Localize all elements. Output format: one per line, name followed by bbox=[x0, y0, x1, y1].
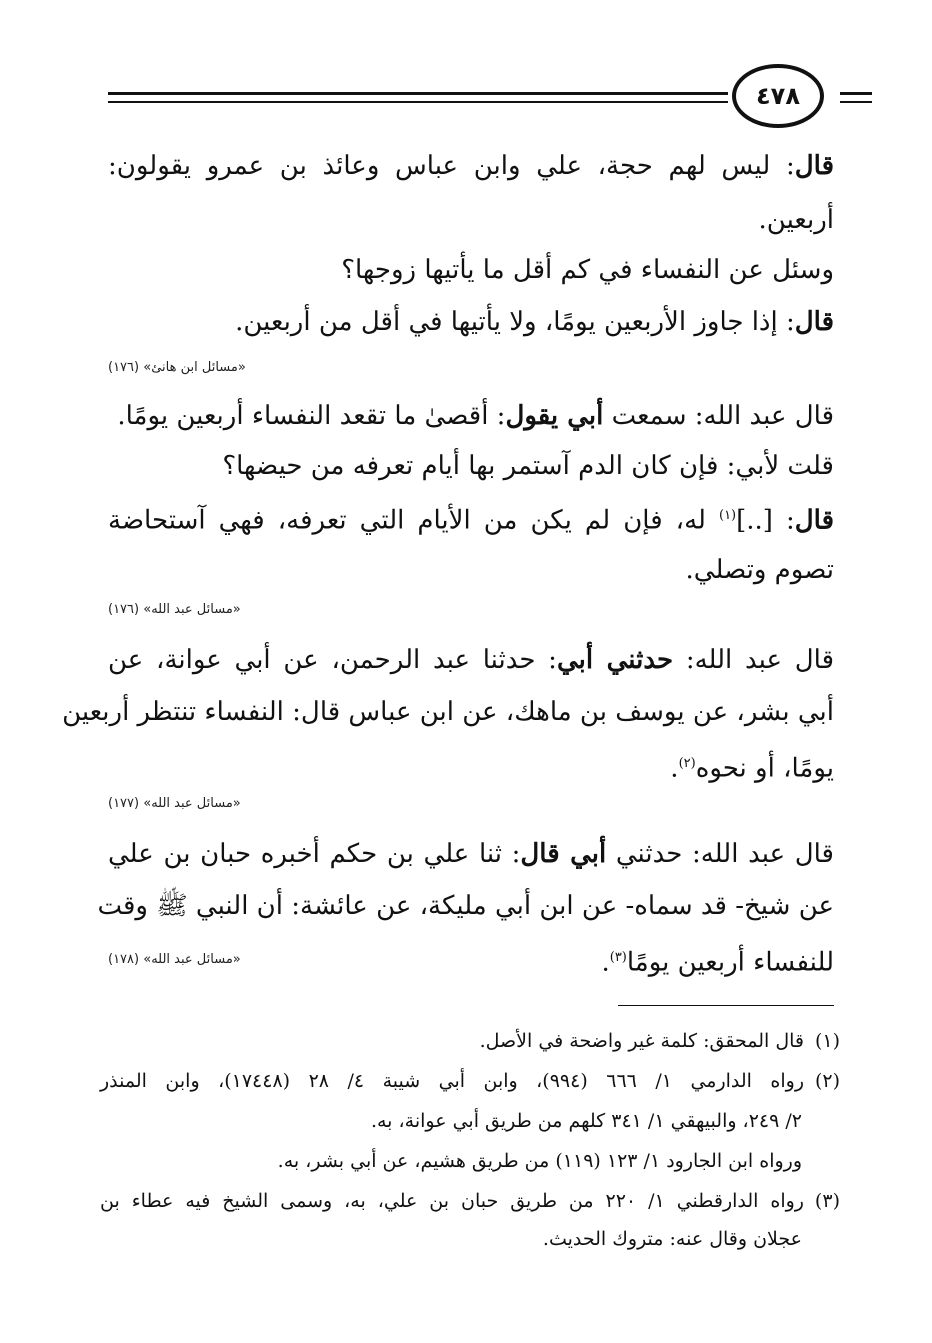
text-run: : [..] bbox=[736, 505, 795, 536]
speaker-label: قال bbox=[794, 307, 834, 337]
footnote-text: عجلان وقال عنه: متروك الحديث. bbox=[542, 1228, 802, 1250]
footnote-2 bbox=[100, 1064, 840, 1098]
text-line-2 bbox=[759, 200, 834, 240]
footnote-3-cont bbox=[100, 1222, 802, 1256]
text-line-10 bbox=[62, 692, 834, 732]
footnote-1 bbox=[100, 1024, 840, 1058]
speaker-label: أبي قال bbox=[520, 839, 607, 869]
footnote-text: ٢/ ٢٤٩، والبيهقي ١/ ٣٤١ كلهم من طريق أبي عوانة، به. bbox=[370, 1110, 802, 1132]
footnote-marker[interactable]: (٣) bbox=[609, 950, 627, 965]
speaker-label: قال bbox=[794, 505, 834, 536]
text-line-1 bbox=[108, 146, 834, 186]
text-run: له، فإن لم يكن من الأيام التي تعرفه، فهي آستحاضة bbox=[108, 505, 719, 536]
text-line-14 bbox=[601, 938, 834, 983]
text-run: : أقصىٰ ما تقعد النفساء أربعين يومًا. bbox=[117, 401, 506, 431]
text-line-7 bbox=[108, 496, 834, 541]
header-rule-right-top bbox=[840, 92, 872, 95]
text-run: : حدثنا عبد الرحمن، عن أبي عوانة، عن bbox=[108, 645, 557, 675]
footnote-2-cont-2 bbox=[100, 1144, 802, 1178]
footnote-number: (٢) bbox=[814, 1070, 841, 1092]
footnote-2-cont bbox=[100, 1104, 802, 1138]
footnote-number: (١) bbox=[814, 1030, 840, 1052]
text-run: قال عبد الله: bbox=[673, 645, 834, 675]
speaker-label: حدثني أبي bbox=[556, 645, 674, 675]
footnote-3 bbox=[100, 1184, 840, 1218]
text-line-11 bbox=[670, 744, 834, 789]
text-run: عن شيخ- قد سماه- عن ابن أبي مليكة، عن عائشة: أن النبي ﷺ وقت bbox=[97, 891, 834, 921]
text-line-3 bbox=[341, 250, 834, 290]
text-run: تصوم وتصلي. bbox=[685, 555, 834, 585]
speaker-label: أبي يقول bbox=[505, 401, 604, 431]
text-line-5 bbox=[117, 396, 834, 436]
footnote-text: رواه الدارقطني ١/ ٢٢٠ من طريق حبان بن علي، به، وسمى الشيخ فيه عطاء بن bbox=[100, 1190, 804, 1212]
text-run: : ليس لهم حجة، علي وابن عباس وعائذ بن عمرو يقولون: bbox=[108, 151, 795, 181]
text-run: يومًا، أو نحوه bbox=[695, 753, 834, 784]
footnote-text: قال المحقق: كلمة غير واضحة في الأصل. bbox=[479, 1030, 804, 1052]
text-run: قال عبد الله: سمعت bbox=[603, 401, 834, 431]
header-rule-right-bottom bbox=[840, 101, 872, 103]
text-line-6 bbox=[222, 446, 834, 486]
footnote-marker[interactable]: (٢) bbox=[678, 756, 696, 771]
header-rule-bottom bbox=[108, 101, 728, 103]
source-reference: «مسائل عبد الله» (١٧٨) bbox=[108, 952, 241, 967]
text-line-9 bbox=[108, 640, 834, 680]
footnote-number: (٣) bbox=[814, 1190, 840, 1212]
text-run: قال عبد الله: حدثني bbox=[606, 839, 834, 869]
text-run: وسئل عن النفساء في كم أقل ما يأتيها زوجها؟ bbox=[341, 255, 834, 285]
text-run: : إذا جاوز الأربعين يومًا، ولا يأتيها في أقل من أربعين. bbox=[235, 307, 795, 337]
text-line-12 bbox=[108, 834, 834, 874]
footnote-separator bbox=[618, 1005, 834, 1006]
footnote-text: رواه الدارمي ١/ ٦٦٦ (٩٩٤)، وابن أبي شيبة ٤/ ٢٨ (١٧٤٤٨)، وابن المنذر bbox=[100, 1070, 805, 1092]
footnote-marker[interactable]: (١) bbox=[718, 508, 737, 523]
source-reference: «مسائل ابن هانئ» (١٧٦) bbox=[108, 360, 246, 375]
speaker-label: قال bbox=[794, 151, 834, 181]
source-reference: «مسائل عبد الله» (١٧٦) bbox=[108, 602, 241, 617]
text-run: أربعين. bbox=[758, 205, 834, 235]
text-run: أبي بشر، عن يوسف بن ماهك، عن ابن عباس قال: النفساء تنتظر أربعين bbox=[62, 697, 834, 727]
text-line-13 bbox=[97, 886, 834, 926]
page-number-badge bbox=[732, 64, 824, 128]
footnote-text: ورواه ابن الجارود ١/ ١٢٣ (١١٩) من طريق هشيم، عن أبي بشر، به. bbox=[277, 1150, 802, 1172]
text-run: قلت لأبي: فإن كان الدم آستمر بها أيام تعرفه من حيضها؟ bbox=[222, 451, 834, 481]
source-reference: «مسائل عبد الله» (١٧٧) bbox=[108, 796, 241, 811]
text-line-8 bbox=[686, 550, 834, 590]
text-run: للنفساء أربعين يومًا bbox=[626, 947, 834, 978]
header-rule-top bbox=[108, 92, 728, 95]
page-number: ٤٧٨ bbox=[756, 82, 800, 110]
text-run: . bbox=[601, 947, 610, 978]
text-run: : ثنا علي بن حكم أخبره حبان بن علي bbox=[108, 839, 521, 869]
text-line-4 bbox=[235, 302, 834, 342]
text-run: . bbox=[670, 753, 679, 784]
